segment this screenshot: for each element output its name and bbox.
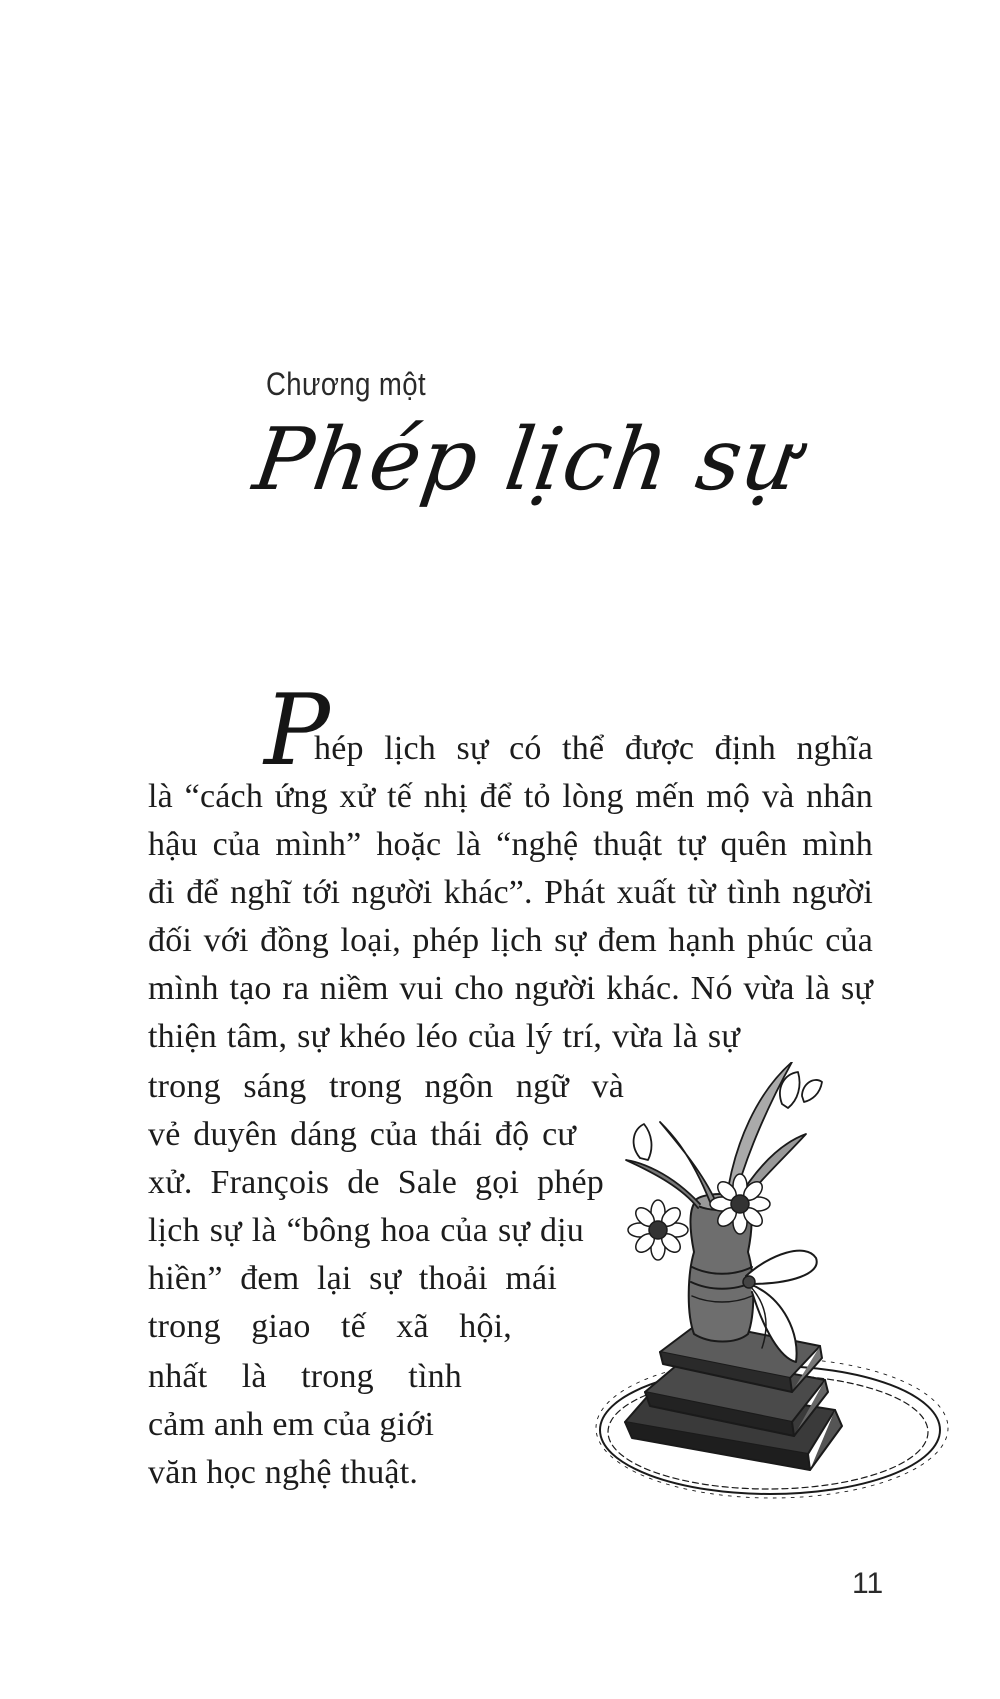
paragraph-line-2: là “cách ứng xử tế nhị để tỏ lòng mến mộ và nhân (148, 778, 873, 815)
paragraph-line-16: văn học nghệ thuật. (148, 1454, 419, 1491)
paragraph-line-5: đối với đồng loại, phép lịch sự đem hạnh phúc của (148, 922, 873, 959)
chapter-label: Chương một (266, 366, 427, 402)
paragraph-line-9: vẻ duyên dáng của thái độ cư (148, 1116, 576, 1153)
paragraph-line-1: hép lịch sự có thể được định nghĩa (314, 730, 873, 767)
books-vase-flowers-illustration (570, 1062, 950, 1522)
paragraph-line-11: lịch sự là “bông hoa của sự dịu (148, 1212, 584, 1249)
paragraph-line-10: xử. François de Sale gọi phép (148, 1164, 604, 1201)
paragraph-line-4: đi để nghĩ tới người khác”. Phát xuất từ tình người (148, 874, 873, 911)
paragraph-line-15: cảm anh em của giới (148, 1406, 435, 1443)
paragraph-line-6: mình tạo ra niềm vui cho người khác. Nó vừa là sự (148, 970, 873, 1007)
paragraph-line-8: trong sáng trong ngôn ngữ và (148, 1068, 624, 1105)
paragraph-line-7: thiện tâm, sự khéo léo của lý trí, vừa là sự (148, 1018, 740, 1055)
chapter-title: Phép lịch sự (247, 410, 806, 510)
paragraph-line-3: hậu của mình” hoặc là “nghệ thuật tự quên mình (148, 826, 873, 863)
paragraph-line-12: hiền” đem lại sự thoải mái (148, 1260, 557, 1297)
page-number: 11 (852, 1567, 884, 1600)
paragraph-line-14: nhất là trong tình (148, 1358, 462, 1395)
paragraph-line-13: trong giao tế xã hội, (148, 1308, 512, 1345)
drop-cap: P (264, 674, 330, 788)
